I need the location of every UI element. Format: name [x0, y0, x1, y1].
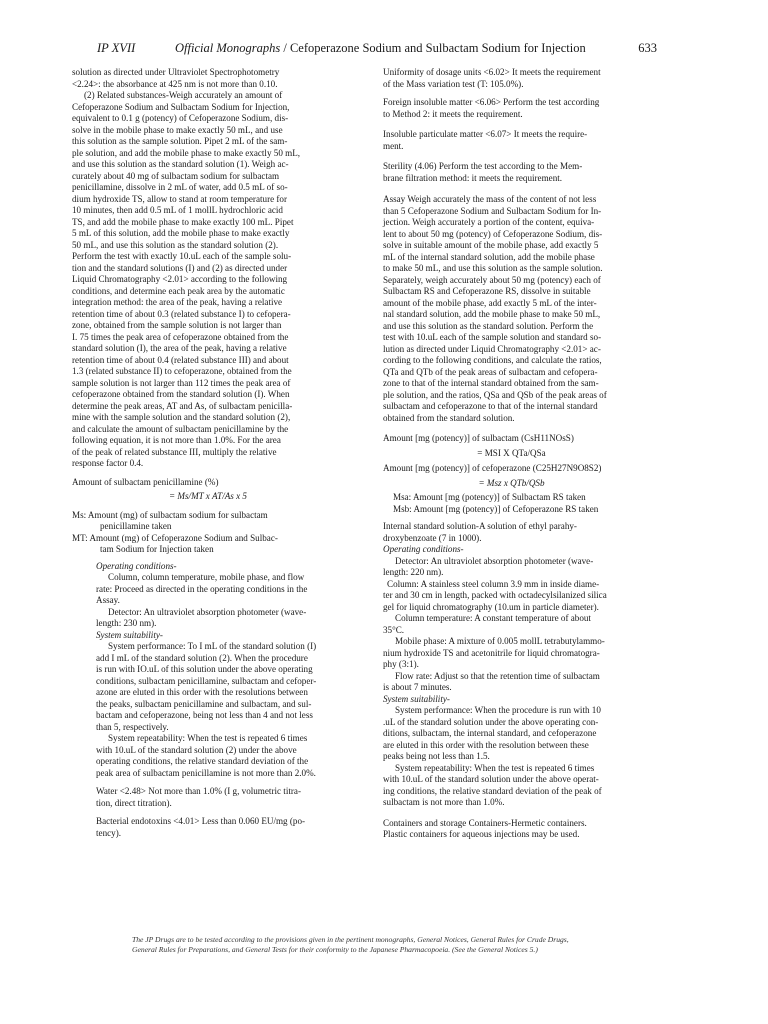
text-line: rate: Proceed as directed in the operating conditions in the	[96, 583, 308, 594]
text-line: obtained from the standard solution.	[383, 412, 515, 423]
page-number: 633	[638, 41, 657, 55]
text-line: Detector: An ultraviolet absorption photometer (wave-	[395, 555, 594, 566]
section-heading: System suitability-	[383, 693, 450, 704]
text-line: System repeatability: When the test is repeated 6 times	[108, 733, 308, 743]
text-line: 5 mL of this solution, add the mobile phase to make exactly	[72, 228, 290, 238]
text-line: lent to about 50 mg (potency) of Cefoperazone Sodium, dis-	[383, 228, 603, 239]
definition-line: Msa: Amount [mg (potency)] of Sulbactam RS taken	[393, 492, 586, 502]
text-line: length: 220 nm).	[383, 567, 444, 577]
text-line: tion, direct titration).	[96, 797, 172, 808]
text-line: 35°C.	[383, 624, 405, 635]
text-line: tion and the standard solutions (I) and (2) as directed under	[72, 262, 288, 273]
text-line: Cefoperazone Sodium and Sulbactam Sodium for Injection,	[72, 101, 290, 112]
text-line: Containers and storage Containers-Hermetic containers.	[383, 817, 587, 828]
section-heading: Operating conditions-	[383, 544, 464, 554]
text-line: Separately, weigh accurately about 50 mg (potency) each of	[383, 274, 601, 285]
text-line: sulbactam is not more than 1.0%.	[383, 797, 505, 807]
text-line: ple solution, and add the mobile phase to make exactly 50 mL,	[72, 147, 301, 158]
text-line: peak area of sulbactam penicillamine is not more than 2.0%.	[96, 767, 316, 778]
section-heading: System suitability-	[96, 629, 163, 640]
text-line: Foreign insoluble matter <6.06> Perform the test according	[383, 97, 600, 107]
text-line: curately about 40 mg of sulbactam sodium for sulbactam	[72, 170, 280, 181]
text-line: sulbactam and cefoperazone to that of the internal standard	[383, 401, 598, 411]
text-line: is about 7 minutes.	[383, 682, 452, 692]
text-line: System repeatability: When the test is repeated 6 times	[395, 762, 595, 773]
text-line: of the Mass variation test (T: 105.0%).	[383, 78, 524, 89]
text-line: ditions, sulbactam, the internal standard, and cefoperazone	[383, 728, 597, 738]
text-line: <2.24>: the absorbance at 425 nm is not more than 0.10.	[72, 78, 278, 89]
text-line: ing conditions, the relative standard deviation of the peak of	[383, 785, 602, 796]
text-line: the peaks, sulbactam penicillamine and sulbactam, and sul-	[96, 698, 312, 709]
right-system-suitability	[383, 705, 640, 809]
right-operating-conditions	[383, 556, 640, 694]
text-line: standard solution (I), the area of the peak, having a relative	[72, 343, 287, 353]
text-line: following equation, it is not more than 1.0%. For the area	[72, 435, 281, 445]
text-line: Assay Weigh accurately the mass of the content of not less	[383, 194, 597, 204]
text-line: Column, column temperature, mobile phase, and flow	[108, 572, 305, 582]
text-line: solve in the mobile phase to make exactly 50 mL, and use	[72, 124, 283, 135]
equation: = MSI X QTa/QSa	[477, 447, 546, 458]
text-line: zone to that of the internal standard obtained from the sam-	[383, 378, 599, 388]
text-line: sample solution is not larger than 112 times the peak area of	[72, 377, 291, 388]
text-line: add I mL of the standard solution (2). When the procedure	[96, 652, 308, 663]
text-line: Sterility (4.06) Perform the test according to the Mem-	[383, 161, 583, 171]
text-line: jection. Weigh accurately a portion of the content, equiva-	[383, 217, 595, 227]
text-line: to Method 2: it meets the requirement.	[383, 108, 523, 119]
running-title	[175, 40, 586, 56]
text-line: Assay.	[96, 595, 120, 605]
internal-standard	[383, 521, 640, 544]
text-line: to make 50 mL, and use this solution as the sample solution.	[383, 263, 603, 273]
penicillamine-equation	[72, 477, 344, 503]
monograph-title: Cefoperazone Sodium and Sulbactam Sodium for Injection	[289, 41, 586, 55]
text-line: phy (3:1).	[383, 659, 419, 669]
text-line: brane filtration method: it meets the requirement.	[383, 172, 563, 183]
edition-label: IP XVII	[97, 41, 136, 55]
uniformity-test	[383, 67, 640, 90]
text-line: Plastic containers for aqueous injections may be used.	[383, 829, 580, 839]
text-line: Uniformity of dosage units <6.02> It meets the requirement	[383, 67, 601, 77]
text-line: Liquid Chromatography <2.01> according to the following	[72, 274, 288, 284]
definition-line: Ms: Amount (mg) of sulbactam sodium for sulbactam	[72, 509, 268, 520]
text-line: and use this solution as the standard solution. Perform the	[383, 320, 594, 331]
text-line: operating conditions, the relative standard deviation of the	[96, 756, 309, 766]
text-line: Detector: An ultraviolet absorption photometer (wave-	[108, 606, 307, 617]
equation-label: Amount [mg (potency)] of sulbactam (CsH11NOsS)	[383, 433, 574, 443]
text-line: cording to the following conditions, and calculate the ratios,	[383, 355, 602, 365]
text-line: penicillamine, dissolve in 2 mL of water, add 0.5 mL of so-	[72, 182, 288, 192]
footer-line: General Rules for Preparations, and General Tests for their conformity to the Japanese Pharmacopoeia. (See the General Notices 5.)	[132, 945, 538, 954]
text-line: ter and 30 cm in length, packed with octadecylsilanized silica	[383, 590, 607, 600]
text-line: solve in suitable amount of the mobile phase, add exactly 5	[383, 240, 599, 250]
text-line: ple solution, and the ratios, QSa and QSb of the peak areas of	[383, 389, 607, 400]
text-line: than 5, respectively.	[96, 721, 169, 732]
containers-storage	[383, 818, 640, 841]
right-column	[383, 67, 640, 841]
text-line: Column temperature: A constant temperature of about	[395, 613, 591, 623]
text-line: zone, obtained from the sample solution is not larger than	[72, 320, 282, 330]
text-line: nium hydroxide TS and acetonitrile for liquid chromatogra-	[383, 647, 600, 658]
equation: = Msz x QTb/QSb	[478, 477, 545, 488]
text-line: bactam and cefoperazone, being not less than 4 and not less	[96, 710, 313, 720]
text-line: conditions, and determine each peak area by the automatic	[72, 285, 285, 296]
text-line: System performance: When the procedure is run with 10	[395, 705, 601, 715]
text-line: and calculate the amount of sulbactam penicillamine by the	[72, 423, 289, 434]
text-line: with 10.uL of the standard solution under the above operat-	[383, 774, 599, 784]
text-line: mL of the internal standard solution, add the mobile phase	[383, 251, 595, 262]
text-line: retention time of about 0.4 (related substance III) and about	[72, 354, 289, 365]
text-line: azone are eluted in this order with the resolutions between	[96, 687, 308, 697]
bacterial-endotoxins-test	[96, 816, 344, 839]
related-substances-text	[72, 67, 344, 470]
text-line: peaks being not less than 1.5.	[383, 751, 490, 761]
text-line: Bacterial endotoxins <4.01> Less than 0.060 EU/mg (po-	[96, 816, 306, 826]
equation: = Ms/MT x AT/As x 5	[169, 491, 247, 501]
text-line: ment.	[383, 140, 404, 151]
text-line: mine with the sample solution and the standard solution (2),	[72, 412, 291, 422]
cefoperazone-equation	[383, 463, 640, 489]
text-line: conditions, sulbactam penicillamine, sulbactam and cefoper-	[96, 675, 317, 686]
text-line: response factor 0.4.	[72, 458, 144, 468]
text-line: gel for liquid chromatography (10.um in particle diameter).	[383, 601, 599, 612]
text-line: and use this solution as the standard solution (1). Weigh ac-	[72, 159, 289, 169]
text-line: Sulbactam RS and Cefoperazone RS, dissolve in suitable	[383, 286, 591, 296]
text-line: I. 75 times the peak area of cefoperazone obtained from the	[72, 331, 289, 342]
text-line: retention time of about 0.3 (related substance I) to cefopera-	[72, 308, 291, 319]
sterility-test	[383, 161, 640, 184]
footer-line: The JP Drugs are to be tested according to the provisions given in the pertinent monographs, General Notices, General Rules for Crude Drugs,	[132, 935, 569, 944]
foreign-matter-test	[383, 97, 640, 120]
text-line: lution as directed under Liquid Chromatography <2.01> ac-	[383, 343, 601, 354]
text-line: than 5 Cefoperazone Sodium and Sulbactam Sodium for In-	[383, 205, 602, 216]
text-line: 50 mL, and use this solution as the standard solution (2).	[72, 239, 279, 250]
left-definitions	[72, 510, 344, 556]
text-line: Water <2.48> Not more than 1.0% (I g, volumetric titra-	[96, 786, 301, 796]
left-operating-conditions	[96, 561, 344, 840]
definition-line: Msb: Amount [mg (potency)] of Cefoperazone RS taken	[393, 503, 599, 514]
text-line: length: 230 nm).	[96, 618, 157, 628]
text-line: Perform the test with exactly 10.uL each of the sample solu-	[72, 251, 292, 261]
text-line: solution as directed under Ultraviolet Spectrophotometry	[72, 67, 280, 77]
text-line: test with 10.uL each of the sample solution and standard so-	[383, 332, 602, 342]
text-line: (2) Related substances-Weigh accurately an amount of	[84, 90, 283, 100]
text-line: TS, and add the mobile phase to make exactly 100 mL. Pipet	[72, 216, 294, 227]
definition-line: tam Sodium for Injection taken	[100, 544, 214, 554]
text-line: Column: A stainless steel column 3.9 mm in inside diame-	[387, 578, 600, 589]
text-line: nal standard solution, add the mobile phase to make 50 mL,	[383, 309, 601, 319]
equation-label: Amount [mg (potency)] of cefoperazone (C25H27N9O8S2)	[383, 463, 602, 473]
text-line: Flow rate: Adjust so that the retention time of sulbactam	[395, 670, 600, 681]
water-test	[96, 786, 344, 809]
text-line: integration method: the area of the peak, having a relative	[72, 297, 283, 307]
title-separator: /	[280, 41, 290, 55]
page-header	[97, 40, 657, 58]
text-line: Insoluble particulate matter <6.07> It meets the require-	[383, 129, 588, 139]
particulate-matter-test	[383, 129, 640, 152]
text-line: System performance: To I mL of the standard solution (I)	[108, 641, 317, 651]
text-line: amount of the mobile phase, add exactly 5 mL of the inter-	[383, 297, 597, 308]
text-line: equivalent to 0.1 g (potency) of Cefoperazone Sodium, dis-	[72, 113, 289, 123]
definition-line: MT: Amount (mg) of Cefoperazone Sodium and Sulbac-	[72, 532, 278, 543]
text-line: 1.3 (related substance II) to cefoperazone, obtained from the	[72, 366, 292, 376]
section-heading: Operating conditions-	[96, 560, 177, 571]
text-line: dium hydroxide TS, allow to stand at room temperature for	[72, 193, 288, 204]
sulbactam-equation	[383, 433, 640, 459]
text-line: cefoperazone obtained from the standard solution (I). When	[72, 389, 290, 399]
text-line: with 10.uL of the standard solution (2) under the above	[96, 744, 297, 755]
assay-section	[383, 194, 640, 424]
text-line: are eluted in this order with the resolution between these	[383, 739, 589, 750]
page-footer	[132, 935, 632, 955]
text-line: 10 minutes, then add 0.5 mL of 1 mollL hydrochloric acid	[72, 205, 283, 215]
text-line: determine the peak areas, AT and As, of sulbactam penicilla-	[72, 400, 293, 411]
text-line: this solution as the sample solution. Pipet 2 mL of the sam-	[72, 136, 288, 146]
left-column	[72, 67, 344, 839]
text-line: is run with IO.uL of this solution under the above operating	[96, 664, 313, 674]
text-line: Internal standard solution-A solution of ethyl parahy-	[383, 521, 577, 531]
equation-label: Amount of sulbactam penicillamine (%)	[72, 476, 219, 487]
text-line: of the peak of related substance III, multiply the relative	[72, 446, 277, 457]
right-definitions	[393, 492, 640, 515]
text-line: droxybenzoate (7 in 1000).	[383, 532, 482, 543]
text-line: .uL of the standard solution under the above operating con-	[383, 716, 599, 727]
definition-line: penicillamine taken	[100, 521, 172, 531]
text-line: Mobile phase: A mixture of 0.005 mollL tetrabutylammo-	[395, 636, 605, 646]
text-line: tency).	[96, 827, 121, 838]
text-line: QTa and QTb of the peak areas of sulbactam and cefopera-	[383, 366, 598, 377]
section-label: Official Monographs	[175, 41, 281, 55]
